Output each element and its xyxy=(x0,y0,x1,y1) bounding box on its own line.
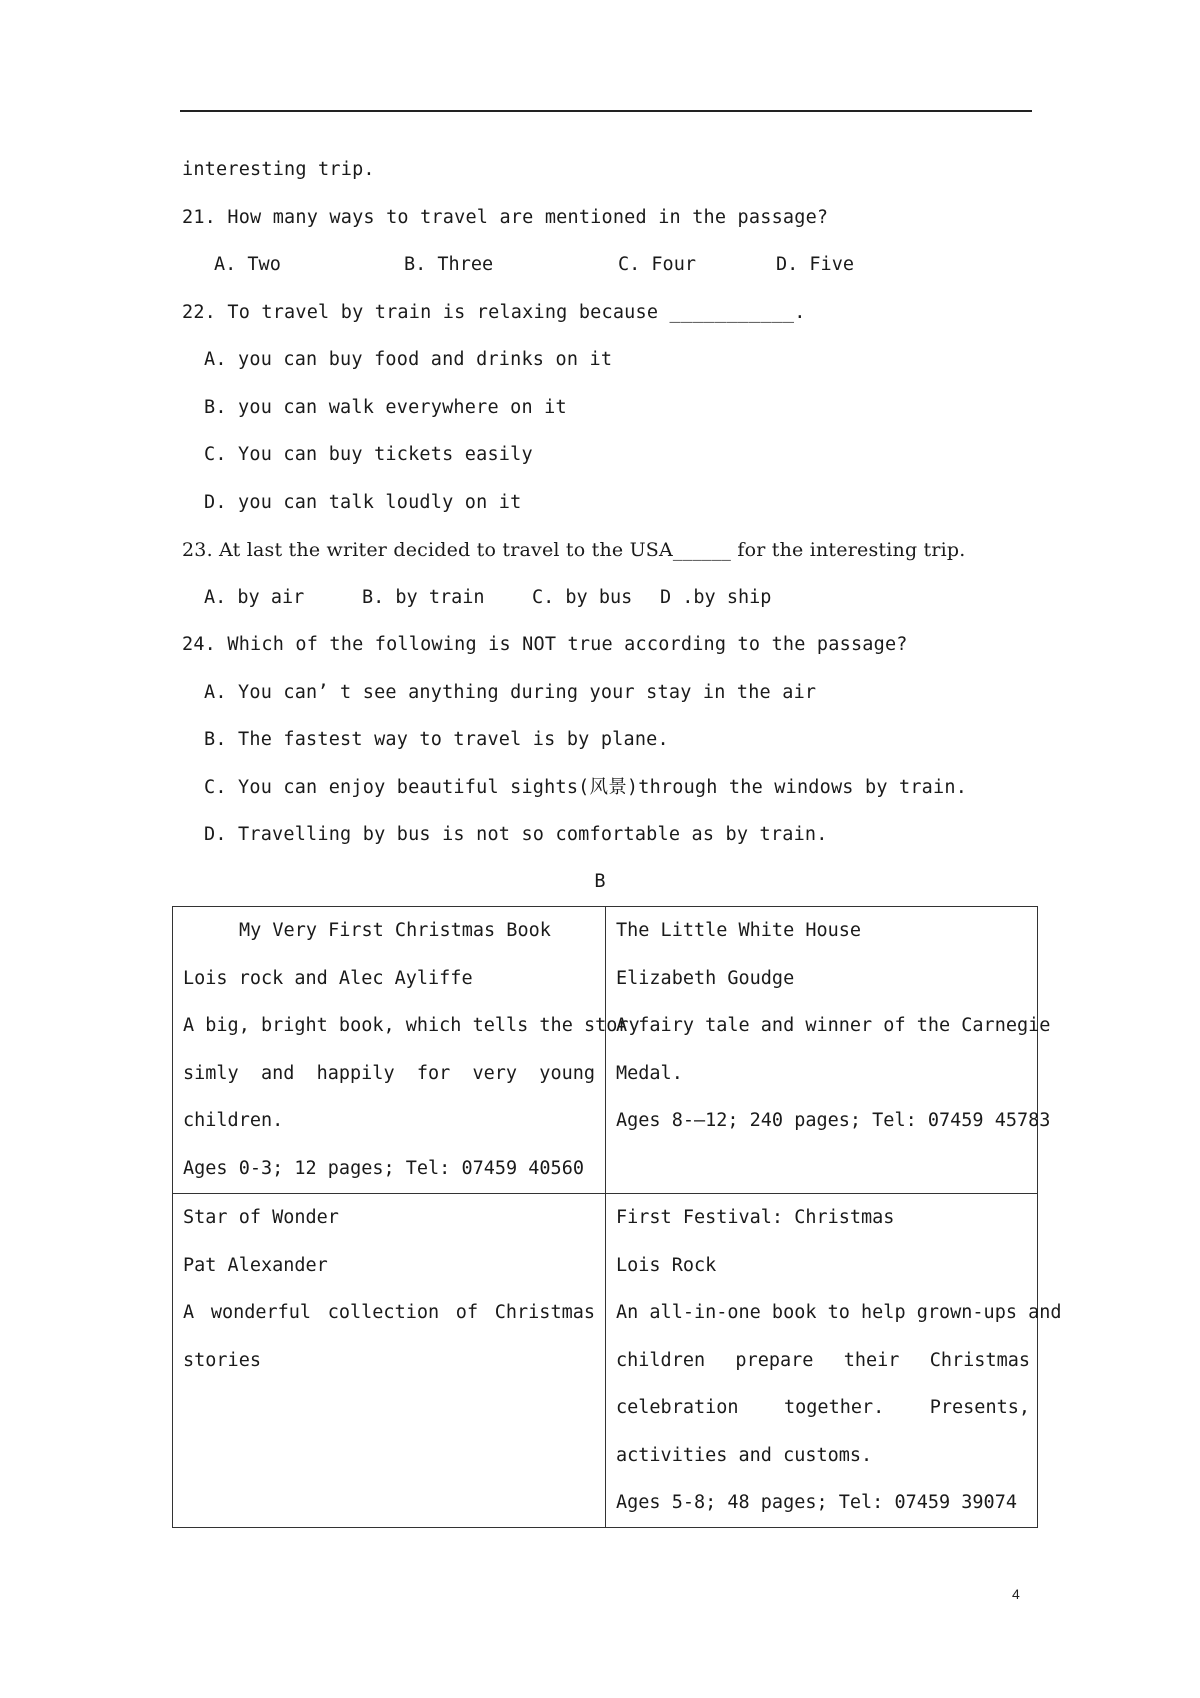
book-author: Lois Rock xyxy=(616,1255,717,1276)
book-author: Elizabeth Goudge xyxy=(616,968,795,989)
question-21-stem: 21. How many ways to travel are mentioned in the passage? xyxy=(182,207,829,228)
table-divider-vertical xyxy=(605,907,606,1527)
book-table xyxy=(172,906,1062,1528)
question-23-option-d: D .by ship xyxy=(660,587,772,608)
book-description-line: stories xyxy=(183,1350,261,1371)
book-title: First Festival: Christmas xyxy=(616,1207,895,1228)
book-author: Pat Alexander xyxy=(183,1255,328,1276)
book-author: Lois rock and Alec Ayliffe xyxy=(183,968,473,989)
section-label: B xyxy=(594,871,606,892)
book-description-line: An all-in-one book to help grown-ups and xyxy=(616,1302,1062,1323)
question-21-option-d: D. Five xyxy=(776,254,854,275)
book-cell-1 xyxy=(183,907,640,1193)
question-21-option-a: A. Two xyxy=(214,254,281,275)
book-title: The Little White House xyxy=(616,920,862,941)
question-24-option-c: C. You can enjoy beautiful sights(风景)through the windows by train. xyxy=(204,777,968,798)
question-22-stem: 22. To travel by train is relaxing because ___________. xyxy=(182,302,806,323)
book-cell-2 xyxy=(616,907,1051,1193)
question-21-option-c: C. Four xyxy=(618,254,696,275)
book-description-line: activities and customs. xyxy=(616,1445,873,1466)
book-info: Ages 8-—12; 240 pages; Tel: 07459 45783 xyxy=(616,1110,1051,1131)
book-cell-4 xyxy=(616,1194,1062,1528)
question-22-option-d: D. you can talk loudly on it xyxy=(204,492,522,513)
book-description-line: A fairy tale and winner of the Carnegie xyxy=(616,1015,1051,1036)
book-cell-3 xyxy=(183,1194,595,1528)
question-21-option-b: B. Three xyxy=(404,254,494,275)
book-description-line: Medal. xyxy=(616,1063,683,1084)
question-22-option-b: B. you can walk everywhere on it xyxy=(204,397,567,418)
question-24-option-b: B. The fastest way to travel is by plane. xyxy=(204,729,669,750)
question-23-stem: 23. At last the writer decided to travel to the USA______ for the interesting trip. xyxy=(182,539,966,561)
question-23-option-b: B. by train xyxy=(362,587,485,608)
question-24-option-a: A. You can’ t see anything during your stay in the air xyxy=(204,682,817,703)
book-description-line: A big, bright book, which tells the story xyxy=(183,1015,640,1036)
book-info: Ages 5-8; 48 pages; Tel: 07459 39074 xyxy=(616,1492,1017,1513)
book-description-line: children. xyxy=(183,1110,284,1131)
question-23-option-a: A. by air xyxy=(204,587,305,608)
book-info: Ages 0-3; 12 pages; Tel: 07459 40560 xyxy=(183,1158,584,1179)
book-description-line: simly and happily for very young xyxy=(183,1063,595,1084)
book-description-line: celebration together. Presents, xyxy=(616,1397,1030,1418)
question-22-option-c: C. You can buy tickets easily xyxy=(204,444,533,465)
question-22-option-a: A. you can buy food and drinks on it xyxy=(204,349,613,370)
book-description-line: children prepare their Christmas xyxy=(616,1350,1030,1371)
header-rule xyxy=(180,110,1032,112)
question-24-stem: 24. Which of the following is NOT true according to the passage? xyxy=(182,634,908,655)
book-title: My Very First Christmas Book xyxy=(239,920,551,941)
book-description-line: A wonderful collection of Christmas xyxy=(183,1302,595,1323)
question-23-option-c: C. by bus xyxy=(532,587,633,608)
intro-line: interesting trip. xyxy=(182,159,375,180)
book-title: Star of Wonder xyxy=(183,1207,339,1228)
page-number: 4 xyxy=(1012,1586,1020,1602)
question-24-option-d: D. Travelling by bus is not so comfortable as by train. xyxy=(204,824,828,845)
